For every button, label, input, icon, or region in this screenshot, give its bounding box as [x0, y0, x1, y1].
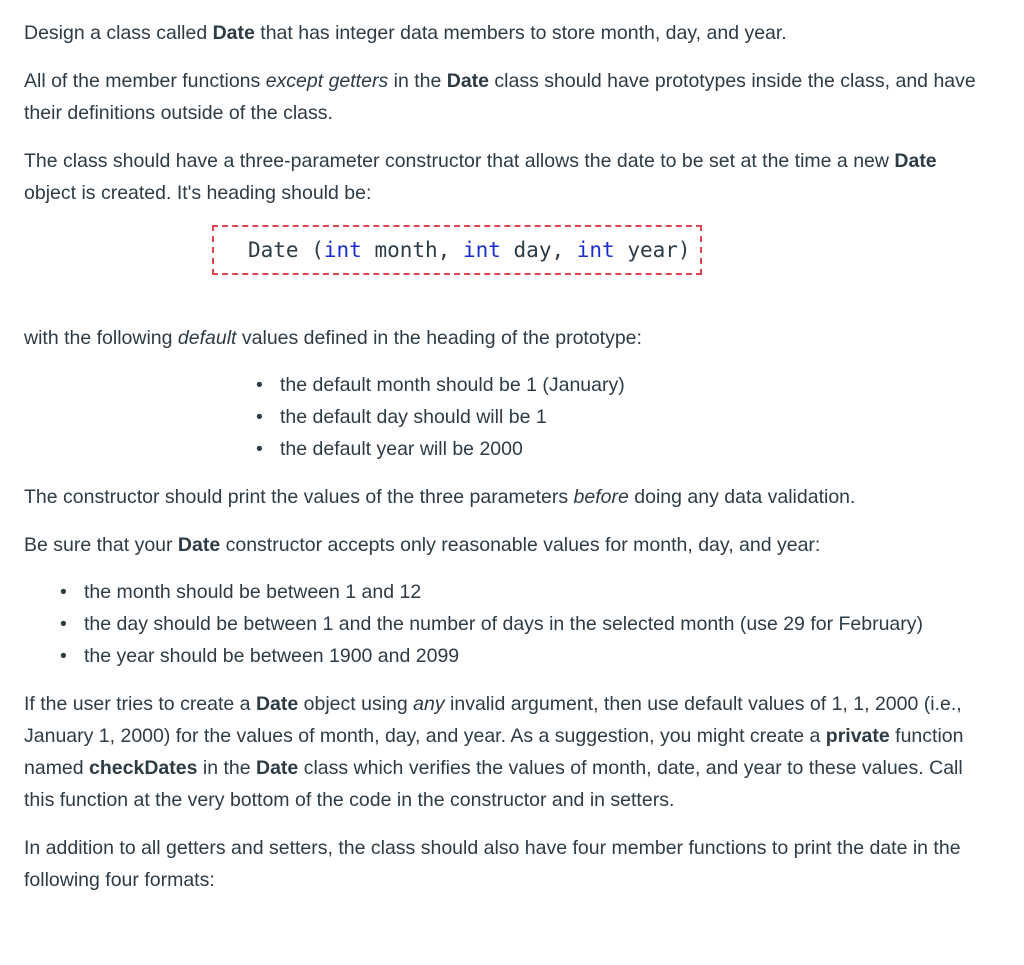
paragraph-validation	[24, 529, 990, 561]
text: class should have prototypes inside the class, and have their definitions outside of the class.	[24, 70, 976, 124]
code-text: day,	[500, 238, 577, 262]
text: function named	[24, 725, 964, 779]
code-text: year)	[614, 238, 691, 262]
text: constructor accepts only reasonable values for month, day, and year:	[220, 534, 821, 556]
text: If the user tries to create a	[24, 693, 256, 715]
text: with the following	[24, 327, 178, 349]
text: object is created. It's heading should be:	[24, 182, 372, 204]
code-keyword: int	[462, 238, 501, 262]
code-text: Date (	[248, 238, 324, 262]
text: doing any data validation.	[628, 486, 856, 508]
emphasis: except getters	[265, 70, 389, 92]
code-keyword: int	[323, 238, 362, 262]
class-name: Date	[894, 150, 937, 172]
text: Be sure that your	[24, 534, 178, 556]
class-name: Date	[212, 22, 255, 44]
text: invalid argument, then use default values of 1, 1, 2000 (i.e., January 1, 2000) for the values of month, day, and year. As a suggestion, you might create a	[24, 693, 962, 747]
text: in the	[197, 757, 256, 779]
class-name: Date	[255, 693, 299, 715]
text: that has integer data members to store month, day, and year.	[254, 22, 787, 44]
list-item: • the default month should be 1 (January)	[256, 369, 990, 401]
defaults-list	[256, 369, 990, 465]
class-name: Date	[177, 534, 221, 556]
text: values defined in the heading of the prototype:	[236, 327, 642, 349]
paragraph-class-description	[24, 17, 990, 49]
paragraph-print-formats: In addition to all getters and setters, the class should also have four member functions to print the date in the following four formats:	[24, 837, 961, 891]
emphasis: any	[413, 693, 445, 715]
list-item: • the year should be between 1900 and 2099	[60, 640, 990, 672]
code-block-wrapper	[24, 225, 990, 289]
text: Design a class called	[24, 22, 213, 44]
validation-rules-list	[60, 576, 990, 672]
class-name: Date	[446, 70, 490, 92]
list-item: • the day should be between 1 and the number of days in the selected month (use 29 for February)	[60, 608, 990, 640]
function-name: checkDates	[89, 757, 198, 779]
keyword-private: private	[825, 725, 890, 747]
list-item: • the default year will be 2000	[256, 433, 990, 465]
paragraph-invalid-arguments	[24, 688, 990, 816]
text: in the	[388, 70, 447, 92]
paragraph-defaults-intro	[24, 322, 990, 354]
text: All of the member functions	[24, 70, 266, 92]
list-item: • the month should be between 1 and 12	[60, 576, 990, 608]
text: class which verifies the values of month, date, and year to these values. Call this function at the very bottom of the code in the constructor and in setters.	[24, 757, 963, 811]
emphasis: default	[177, 327, 237, 349]
class-name: Date	[256, 757, 299, 779]
text: object using	[298, 693, 414, 715]
paragraph-print-values	[24, 481, 990, 513]
paragraph-constructor	[24, 145, 990, 209]
code-keyword: int	[576, 238, 615, 262]
emphasis: before	[573, 486, 629, 508]
constructor-heading-code	[212, 225, 702, 275]
list-item: • the default day should will be 1	[256, 401, 990, 433]
paragraph-member-functions	[24, 65, 990, 129]
text: The constructor should print the values of the three parameters	[24, 486, 574, 508]
code-text: month,	[361, 238, 463, 262]
text: The class should have a three-parameter constructor that allows the date to be set at the time a new	[24, 150, 895, 172]
